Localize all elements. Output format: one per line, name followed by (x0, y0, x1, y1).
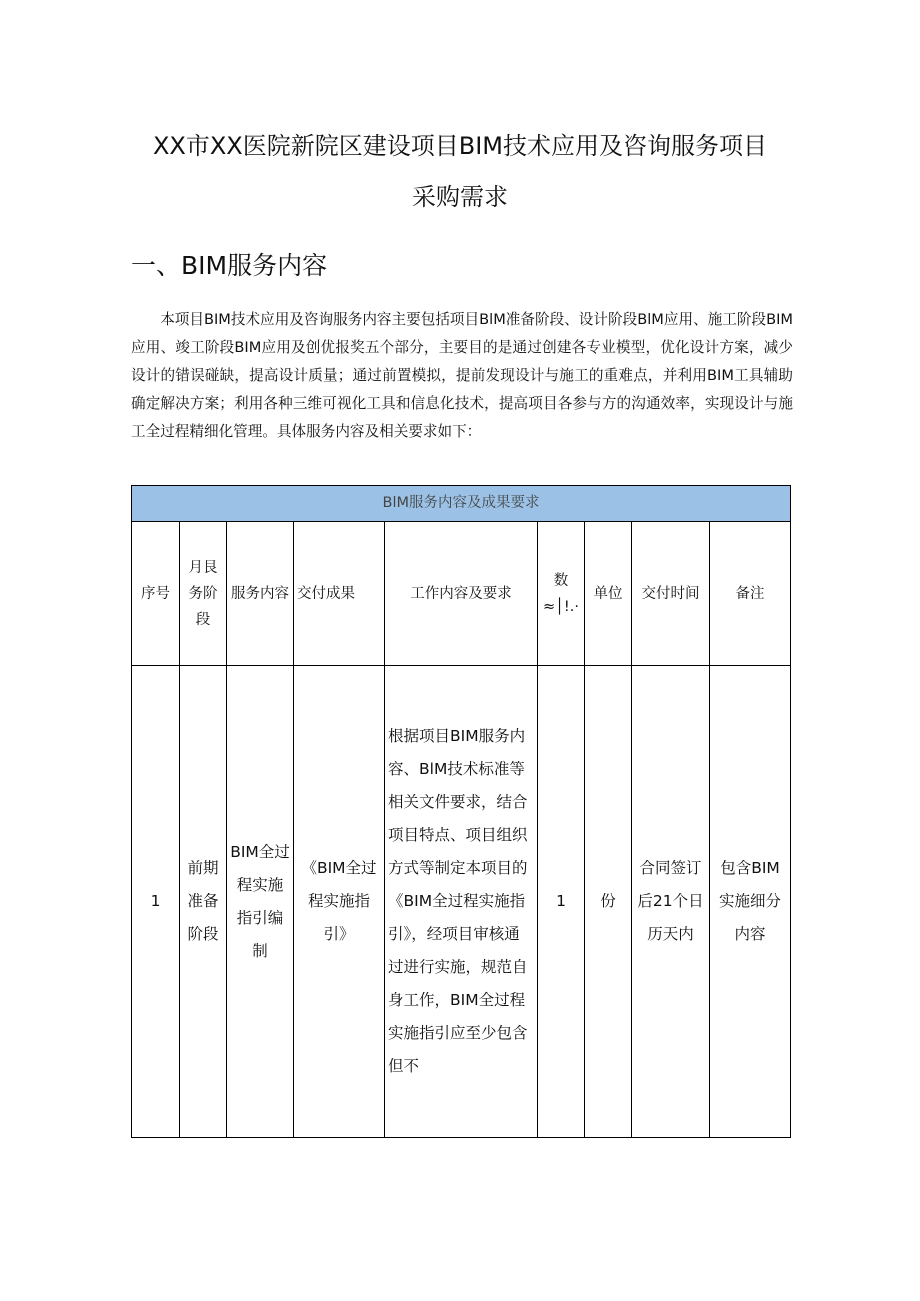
header-index: 序号 (132, 522, 180, 666)
header-delivery-time: 交付时间 (632, 522, 710, 666)
document-subtitle: 采购需求 (412, 183, 508, 211)
header-unit: 单位 (585, 522, 632, 666)
header-deliverable: 交付成果 (294, 522, 385, 666)
section-heading: 一、BIM服务内容 (131, 251, 328, 280)
table-row (132, 666, 791, 1138)
table-caption: BlM服务内容及成果要求 (132, 486, 791, 522)
header-remarks: 备注 (710, 522, 791, 666)
cell-delivery-time: 合同签订后21个日历天内 (632, 666, 710, 1138)
header-stage: 月艮务阶段 (180, 522, 227, 666)
cell-deliverable: 《BIM全过程实施指引》 (294, 666, 385, 1138)
document-title: XX市XX医院新院区建设项目BIM技术应用及咨询服务项目 (152, 132, 767, 160)
cell-requirements: 根据项目BIM服务内容、BlM技术标准等相关文件要求，结合项目特点、项目组织方式等制定本项目的《BIM全过程实施指引》，经项目审核通过进行实施，规范自身工作，BIM全过程实施指引应至少包含但不 (385, 666, 538, 1138)
cell-quantity: 1 (538, 666, 585, 1138)
cell-unit: 份 (585, 666, 632, 1138)
table-header-row (132, 522, 791, 666)
header-content: 服务内容 (227, 522, 294, 666)
cell-stage: 前期准备阶段 (180, 666, 227, 1138)
header-quantity: 数≈│!.· (538, 522, 585, 666)
cell-index: 1 (132, 666, 180, 1138)
service-table (131, 485, 791, 1138)
cell-remarks: 包含BIM实施细分内容 (710, 666, 791, 1138)
header-requirements: 工作内容及要求 (385, 522, 538, 666)
intro-paragraph: 本项目BIM技术应用及咨询服务内容主要包括项目BlM准备阶段、设计阶段BlM应用、施工阶段BIM应用、竣工阶段BIM应用及创优报奖五个部分，主要目的是通过创建各专业模型，优化设计方案，减少设计的错误碰缺，提高设计质量；通过前置模拟，提前发现设计与施工的重难点，并利用BIM工具辅助确定解决方案；利用各种三维可视化工具和信息化技术，提高项目各参与方的沟通效率，实现设计与施工全过程精细化管理。具体服务内容及相关要求如下： (131, 311, 793, 440)
cell-content: BIM全过程实施指引编制 (227, 666, 294, 1138)
